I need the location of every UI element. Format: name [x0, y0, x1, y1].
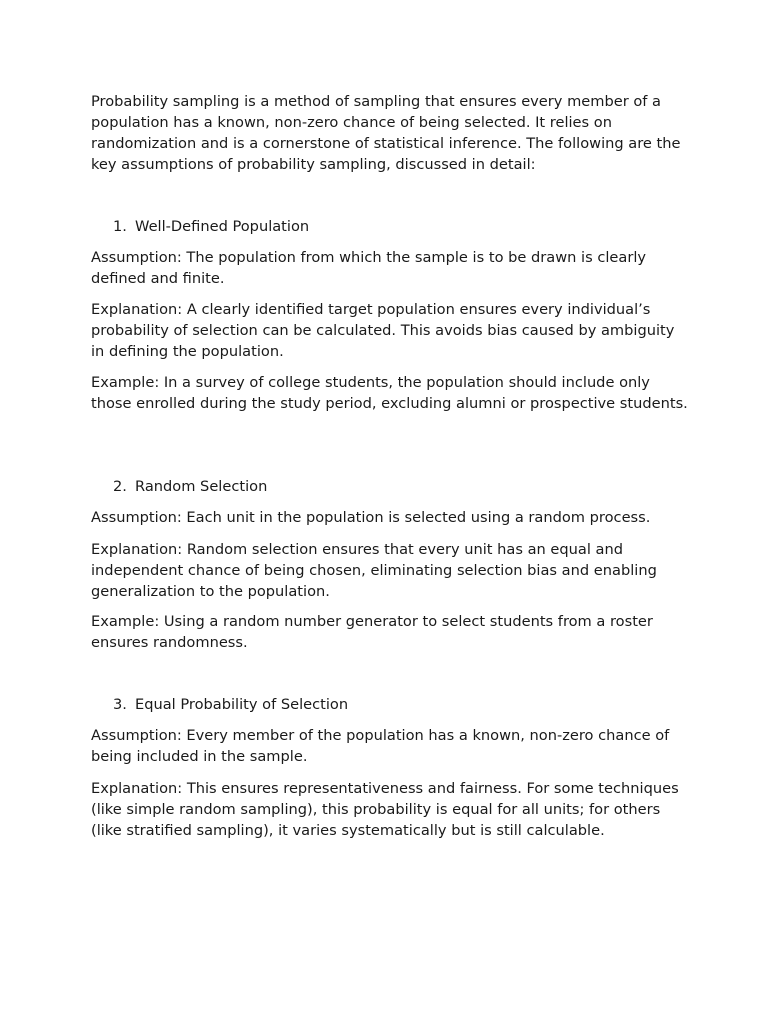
section-heading-random-selection	[113, 476, 267, 497]
section-number: 1.	[113, 218, 127, 235]
section-heading-well-defined-population	[113, 216, 309, 237]
section-title: Equal Probability of Selection	[135, 696, 349, 713]
section-number: 3.	[113, 696, 127, 713]
section-heading-equal-probability	[113, 694, 348, 715]
section-title: Random Selection	[135, 478, 268, 495]
explanation-paragraph: Explanation: This ensures representativeness and fairness. For some techniques (like simple random sampling), this probability is equal for all units; for others (like stratified sampling), it varies systematically but is still calculable.	[91, 780, 679, 839]
assumption-paragraph: Assumption: Every member of the population has a known, non-zero chance of being included in the sample.	[91, 727, 670, 765]
assumption-paragraph: Assumption: The population from which the sample is to be drawn is clearly defined and finite.	[91, 249, 647, 287]
explanation-paragraph: Explanation: A clearly identified target population ensures every individual’s probability of selection can be calculated. This avoids bias caused by ambiguity in defining the population.	[91, 301, 675, 360]
example-paragraph: Example: Using a random number generator to select students from a roster ensures randomness.	[91, 613, 653, 651]
assumption-paragraph: Assumption: Each unit in the population is selected using a random process.	[91, 509, 651, 526]
section-number: 2.	[113, 478, 127, 495]
example-paragraph: Example: In a survey of college students, the population should include only those enrolled during the study period, excluding alumni or prospective students.	[91, 374, 688, 412]
section-title: Well-Defined Population	[135, 218, 310, 235]
intro-paragraph: Probability sampling is a method of sampling that ensures every member of a population has a known, non-zero chance of being selected. It relies on randomization and is a cornerstone of statistical inference. The following are the key assumptions of probability sampling, discussed in detail:	[91, 93, 681, 173]
explanation-paragraph: Explanation: Random selection ensures that every unit has an equal and independent chance of being chosen, eliminating selection bias and enabling generalization to the population.	[91, 541, 657, 600]
